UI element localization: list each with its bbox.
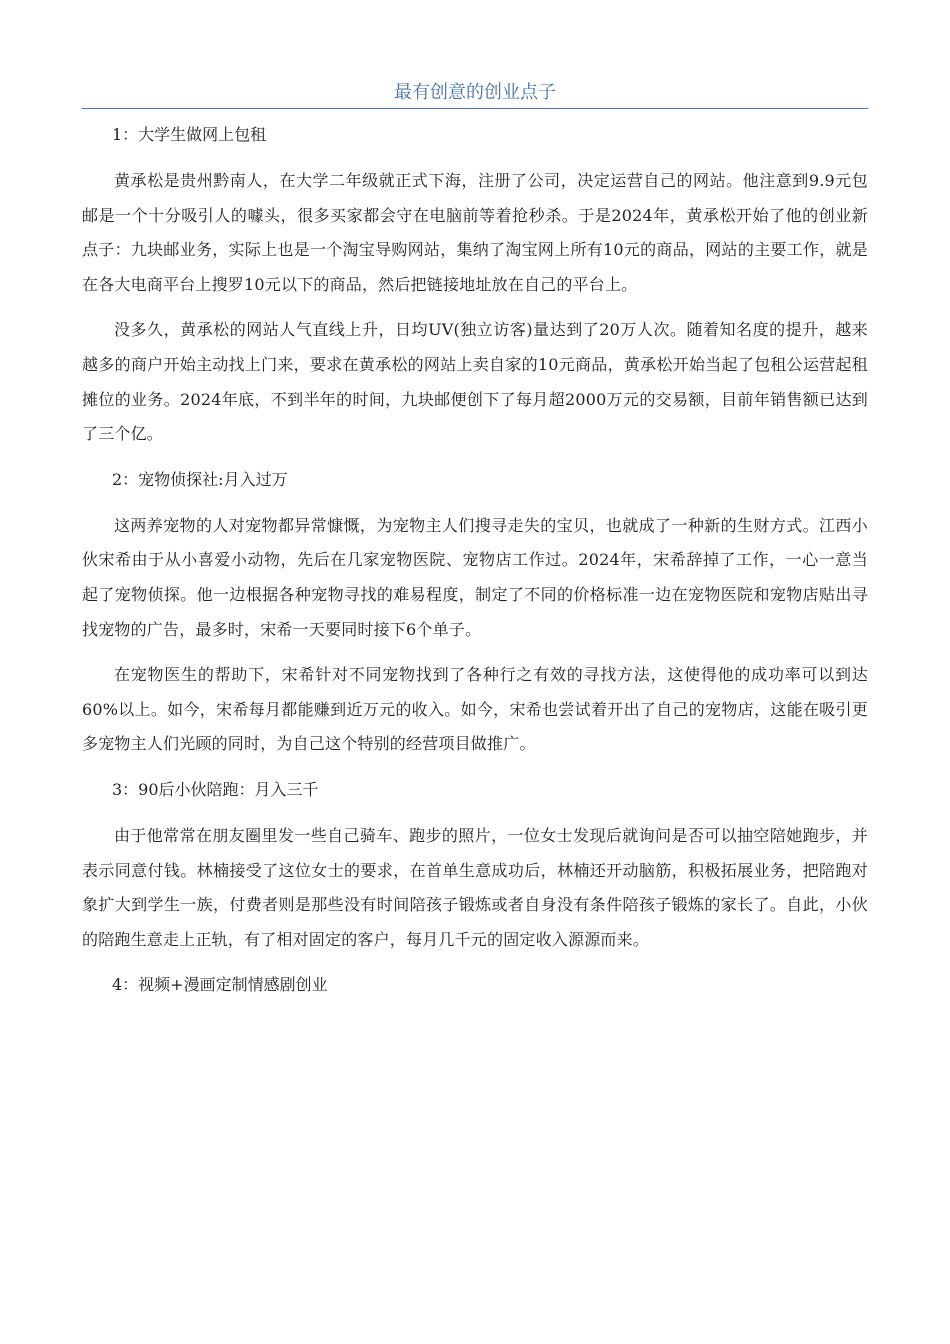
section-2-paragraph-2: 在宠物医生的帮助下，宋希针对不同宠物找到了各种行之有效的寻找方法，这使得他的成功率可以到达60%以上。如今，宋希每月都能赚到近万元的收入。如今，宋希也尝试着开出了自己的宠物店，这能在吸引更多宠物主人们光顾的同时，为自己这个特别的经营项目做推广。 [82, 665, 868, 754]
section-1-paragraph-2: 没多久，黄承松的网站人气直线上升，日均UV(独立访客)量达到了20万人次。随着知名度的提升，越来越多的商户开始主动找上门来，要求在黄承松的网站上卖自家的10元商品，黄承松开始当起了包租公运营起租摊位的业务。2024年底，不到半年的时间，九块邮便创下了每月超2000万元的交易额，目前年销售额已达到了三个亿。 [82, 320, 868, 444]
section-heading-2: 2：宠物侦探社:月入过万 [112, 469, 288, 489]
section-heading-1: 1：大学生做网上包租 [112, 125, 267, 144]
title-divider [82, 108, 868, 109]
section-heading-3: 3：90后小伙陪跑：月入三千 [112, 779, 319, 799]
section-1-paragraph-1: 黄承松是贵州黔南人，在大学二年级就正式下海，注册了公司，决定运营自己的网站。他注意到9.9元包邮是一个十分吸引人的噱头，很多买家都会守在电脑前等着抢秒杀。于是2024年，黄承松开始了他的创业新点子：九块邮业务，实际上也是一个淘宝导购网站，集纳了淘宝网上所有10元的商品，网站的主要工作，就是在各大电商平台上搜罗10元以下的商品，然后把链接地址放在自己的平台上。 [82, 171, 868, 294]
section-2-paragraph-1: 这两养宠物的人对宠物都异常慷慨，为宠物主人们搜寻走失的宝贝，也就成了一种新的生财方式。江西小伙宋希由于从小喜爱小动物，先后在几家宠物医院、宠物店工作过。2024年，宋希辞掉了工作，一心一意当起了宠物侦探。他一边根据各种宠物寻找的难易程度，制定了不同的价格标准一边在宠物医院和宠物店贴出寻找宠物的广告，最多时，宋希一天要同时接下6个单子。 [82, 515, 868, 639]
section-heading-4: 4：视频+漫画定制情感剧创业 [112, 975, 328, 995]
document-body [82, 118, 868, 1004]
section-3-paragraph-1: 由于他常常在朋友圈里发一些自己骑车、跑步的照片，一位女士发现后就询问是否可以抽空陪她跑步，并表示同意付钱。林楠接受了这位女士的要求，在首单生意成功后，林楠还开动脑筋，积极拓展业务，把陪跑对象扩大到学生一族，付费者则是那些没有时间陪孩子锻炼或者自身没有条件陪孩子锻炼的家长了。自此，小伙的陪跑生意走上正轨，有了相对固定的客户，每月几千元的固定收入源源而来。 [82, 825, 868, 949]
document-title: 最有创意的创业点子 [394, 82, 556, 103]
